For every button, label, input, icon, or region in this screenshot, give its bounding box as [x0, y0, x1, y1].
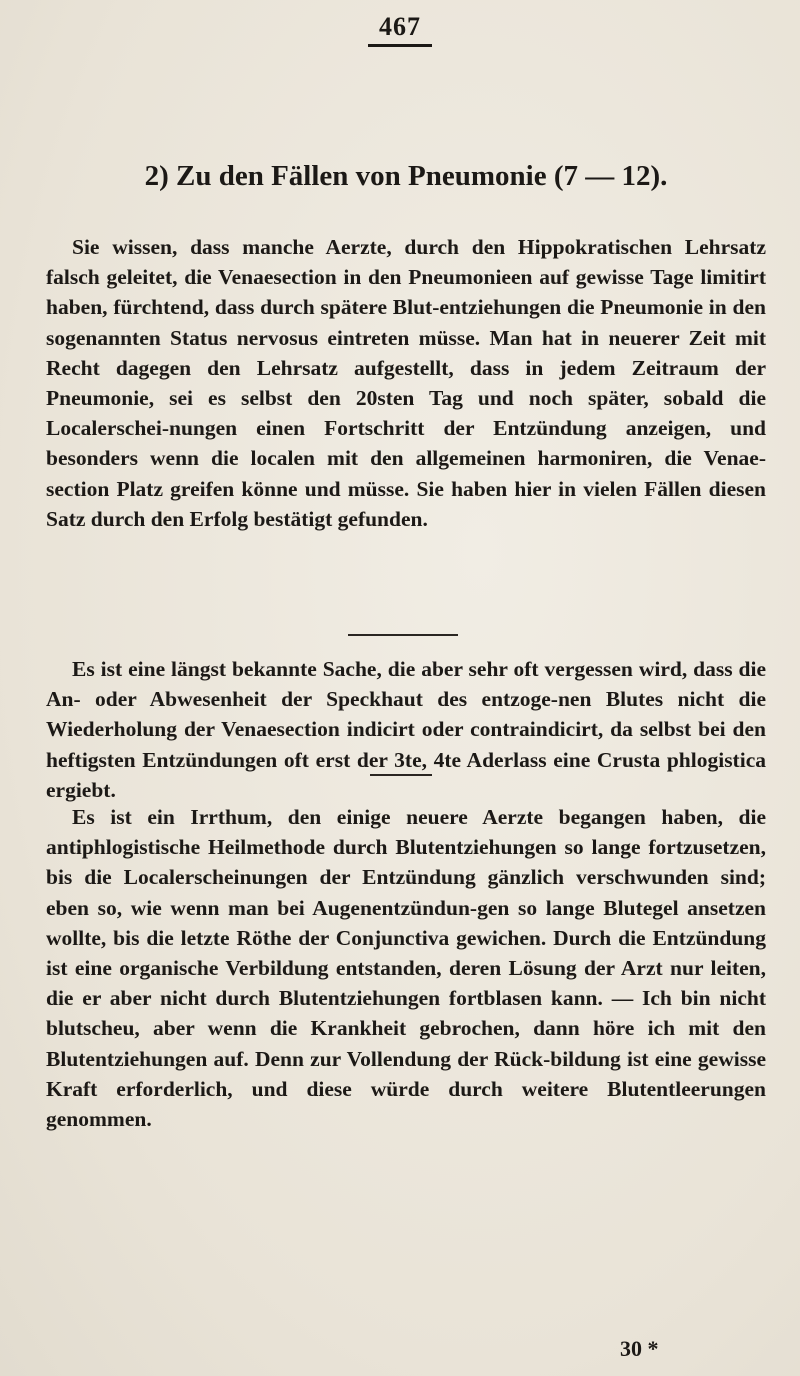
signature-mark: 30 *	[620, 1336, 659, 1361]
paragraph-2-text: Es ist eine längst bekannte Sache, die aber sehr oft vergessen wird, dass die An- oder Abwesenheit der Speckhaut des entzoge-nen Blutes nicht die Wiederholung der Venaesection indicirt oder contraindicirt, da selbst bei den heftigsten Entzündungen oft erst der 3te, 4te Aderlass eine Crusta phlogistica ergiebt.	[46, 657, 766, 802]
section-heading: 2) Zu den Fällen von Pneumonie (7 — 12).	[144, 160, 668, 192]
section-divider-2	[370, 774, 432, 776]
page-number: 467	[379, 12, 421, 41]
paragraph-3-text: Es ist ein Irrthum, den einige neuere Aerzte begangen haben, die antiphlogistische Heilmethode durch Blutentziehungen so lange fortzusetzen, bis die Localerscheinungen der Entzündung gänzlich verschwunden sind; eben so, wie wenn man bei Augenentzündun-gen so lange Blutegel ansetzen wollte, bis die letzte Röthe der Conjunctiva gewichen. Durch die Entzündung ist eine organische Verbildung entstanden, deren Lösung der Arzt nur leiten, die er aber nicht durch Blutentziehungen fortblasen kann. — Ich bin nicht blutscheu, aber wenn die Krankheit gebrochen, dann höre ich mit den Blutentziehungen auf. Denn zur Vollendung der Rück-bildung ist eine gewisse Kraft erforderlich, und diese würde durch weitere Blutentleerungen genommen.	[46, 805, 766, 1132]
paragraph-1-text: Sie wissen, dass manche Aerzte, durch den Hippokratischen Lehrsatz falsch geleitet, die Venaesection in den Pneumonieen auf gewisse Tage limitirt haben, fürchtend, dass durch spätere Blut-entziehungen die Pneumonie in den sogenannten Status nervosus eintreten müsse. Man hat in neuerer Zeit mit Recht dagegen den Lehrsatz aufgestellt, dass in jedem Zeitraum der Pneumonie, sei es selbst den 20sten Tag und noch später, sobald die Localerschei-nungen einen Fortschritt der Entzündung anzeigen, und besonders wenn die localen mit den allgemeinen harmoniren, die Venae-section Platz greifen könne und müsse. Sie haben hier in vielen Fällen diesen Satz durch den Erfolg bestätigt gefunden.	[46, 235, 766, 531]
page-number-underline	[368, 44, 432, 47]
section-divider-1	[348, 634, 458, 636]
paragraph-1	[46, 232, 766, 534]
paragraph-2	[46, 654, 766, 805]
paragraph-3	[46, 802, 766, 1134]
